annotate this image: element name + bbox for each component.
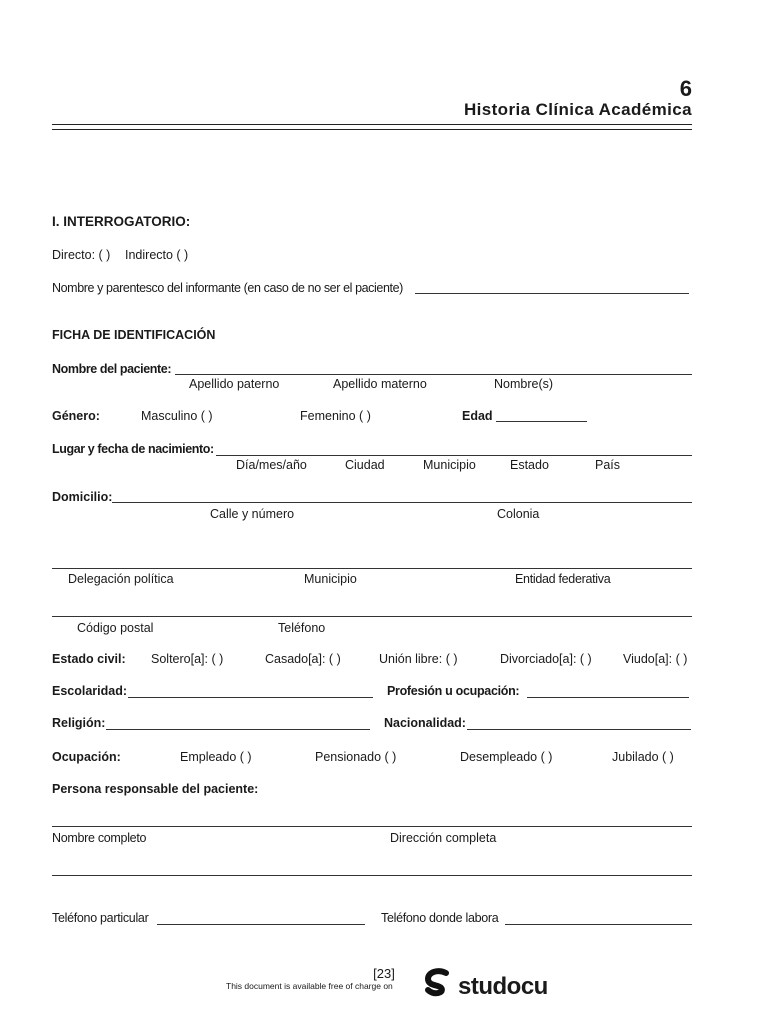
escolaridad-label: Escolaridad: xyxy=(52,684,128,698)
studocu-logo-icon xyxy=(424,968,454,1005)
estado-caption: Estado xyxy=(510,458,549,472)
profesion-field[interactable] xyxy=(527,697,689,698)
profesion-label: Profesión u ocupación: xyxy=(387,684,520,698)
studocu-logo[interactable] xyxy=(424,968,548,1005)
ocupacion-label: Ocupación: xyxy=(52,750,121,764)
tel-particular-label: Teléfono particular xyxy=(52,911,149,925)
casado-option: Casado[a]: ( ) xyxy=(265,652,341,666)
chapter-number: 6 xyxy=(679,76,692,101)
delegacion-caption: Delegación política xyxy=(68,572,174,586)
indirecto-option: Indirecto ( ) xyxy=(125,248,189,262)
nacionalidad-label: Nacionalidad: xyxy=(384,716,466,730)
dia-mes-ano-caption: Día/mes/año xyxy=(236,458,307,472)
divorciado-option: Divorciado[a]: ( ) xyxy=(500,652,592,666)
edad-field[interactable] xyxy=(496,421,587,422)
ciudad-caption: Ciudad xyxy=(345,458,385,472)
estado-civil-label: Estado civil: xyxy=(52,652,126,666)
apellido-paterno-caption: Apellido paterno xyxy=(189,377,280,391)
edad-label: Edad xyxy=(462,409,493,423)
jubilado-option: Jubilado ( ) xyxy=(612,750,674,764)
header-rule-top xyxy=(52,124,692,125)
nacionalidad-field[interactable] xyxy=(467,729,691,730)
entidad-caption: Entidad federativa xyxy=(515,572,611,586)
colonia-caption: Colonia xyxy=(497,507,540,521)
union-libre-option: Unión libre: ( ) xyxy=(379,652,458,666)
chapter-title: Historia Clínica Académica xyxy=(463,100,692,119)
domicilio-label: Domicilio: xyxy=(52,490,113,504)
footer-note: This document is available free of charge on xyxy=(226,981,393,991)
responsable-field[interactable] xyxy=(52,826,692,827)
responsable-label: Persona responsable del paciente: xyxy=(52,782,259,796)
nombre-completo-caption: Nombre completo xyxy=(52,831,147,845)
pensionado-option: Pensionado ( ) xyxy=(315,750,397,764)
nombres-caption: Nombre(s) xyxy=(494,377,554,391)
tel-labora-field[interactable] xyxy=(505,924,692,925)
religion-field[interactable] xyxy=(106,729,370,730)
desempleado-option: Desempleado ( ) xyxy=(460,750,553,764)
tel-particular-field[interactable] xyxy=(157,924,365,925)
viudo-option: Viudo[a]: ( ) xyxy=(623,652,688,666)
codigo-postal-field[interactable] xyxy=(52,616,692,617)
municipio-nac-caption: Municipio xyxy=(423,458,476,472)
studocu-logo-text: studocu xyxy=(458,972,548,1000)
calle-caption: Calle y número xyxy=(210,507,295,521)
nacimiento-label: Lugar y fecha de nacimiento: xyxy=(52,442,214,456)
pais-caption: País xyxy=(595,458,621,472)
direccion-field[interactable] xyxy=(52,875,692,876)
telefono-caption: Teléfono xyxy=(278,621,326,635)
nacimiento-field[interactable] xyxy=(216,455,692,456)
nombre-paciente-field[interactable] xyxy=(175,374,692,375)
domicilio-field[interactable] xyxy=(112,502,692,503)
informante-field[interactable] xyxy=(415,293,689,294)
informante-label: Nombre y parentesco del informante (en caso de no ser el paciente) xyxy=(52,281,403,295)
apellido-materno-caption: Apellido materno xyxy=(333,377,427,391)
municipio-caption: Municipio xyxy=(304,572,357,586)
section-title: I. INTERROGATORIO: xyxy=(52,214,191,229)
delegacion-field[interactable] xyxy=(52,568,692,569)
soltero-option: Soltero[a]: ( ) xyxy=(151,652,224,666)
nombre-paciente-label: Nombre del paciente: xyxy=(52,362,172,376)
empleado-option: Empleado ( ) xyxy=(180,750,252,764)
masculino-option: Masculino ( ) xyxy=(141,409,213,423)
directo-option: Directo: ( ) xyxy=(52,248,111,262)
escolaridad-field[interactable] xyxy=(128,697,373,698)
tel-labora-label: Teléfono donde labora xyxy=(381,911,499,925)
page-number: [23] xyxy=(373,966,395,981)
codigo-postal-caption: Código postal xyxy=(77,621,154,635)
direccion-completa-caption: Dirección completa xyxy=(390,831,497,845)
genero-label: Género: xyxy=(52,409,100,423)
ficha-title: FICHA DE IDENTIFICACIÓN xyxy=(52,328,216,342)
header-rule-bottom xyxy=(52,129,692,130)
religion-label: Religión: xyxy=(52,716,106,730)
femenino-option: Femenino ( ) xyxy=(300,409,371,423)
